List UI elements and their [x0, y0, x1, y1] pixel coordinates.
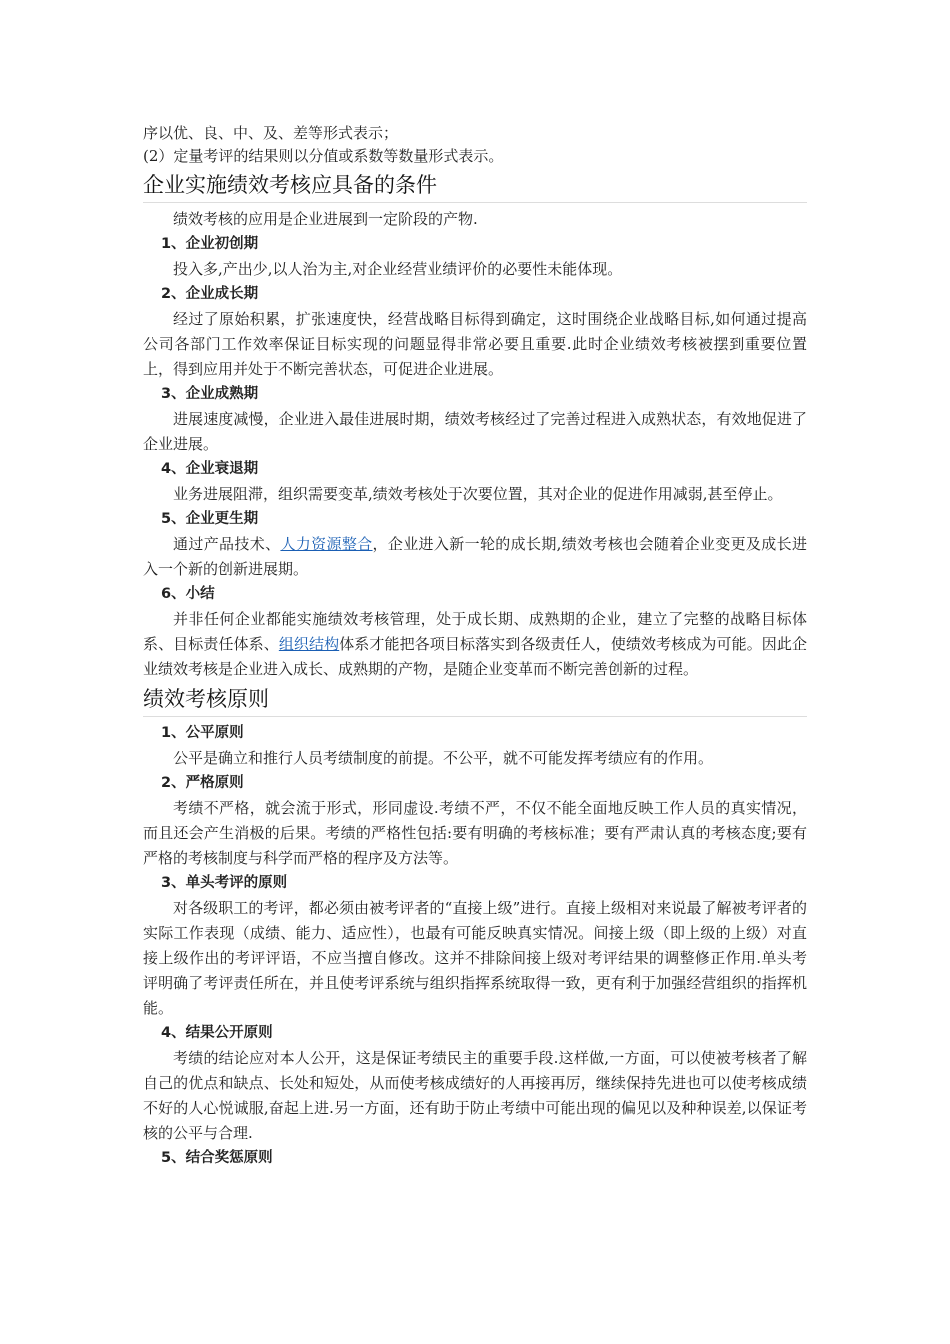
subheading-reward-punishment: 5、结合奖惩原则 [161, 1150, 273, 1166]
paragraph-summary-text-a: 并非任何企业都能实施绩效考核管理，处于成长期、成熟期的企业，建立了完整的战略目标体系、目标责任体系、 [143, 610, 807, 653]
subheading-strictness: 2、严格原则 [161, 775, 244, 791]
section-title-principles: 绩效考核原则 [143, 684, 807, 717]
paragraph-summary-text-b: 体系才能把各项目标落实到各级责任人，使绩效考核成为可能。因此企业绩效考核是企业进入成长、成熟期的产物，是随企业变革而不断完善创新的过程。 [143, 635, 807, 678]
subheading-open-results: 4、结果公开原则 [161, 1025, 273, 1041]
subheading-single-evaluator: 3、单头考评的原则 [161, 875, 288, 891]
paragraph-growth: 经过了原始积累，扩张速度快，经营战略目标得到确定，这时围绕企业战略目标,如何通过提高公司各部门工作效率保证目标实现的问题显得非常必要且重要.此时企业绩效考核被摆到重要位置上，得到应用并处于不断完善状态，可促进企业进展。 [143, 310, 807, 378]
subheading-fairness: 1、公平原则 [161, 725, 244, 741]
org-structure-link[interactable]: 组织结构 [278, 635, 340, 653]
paragraph-decline: 业务进展阻滞，组织需要变革,绩效考核处于次要位置，其对企业的促进作用减弱,甚至停止。 [173, 485, 783, 503]
paragraph-open-results: 考绩的结论应对本人公开，这是保证考绩民主的重要手段.这样做,一方面，可以使被考核者了解自己的优点和缺点、长处和短处，从而使考核成绩好的人再接再厉，继续保持先进也可以使考核成绩不好的人心悦诚服,奋起上进.另一方面，还有助于防止考绩中可能出现的偏见以及种种误差,以保证考核的公平与合理. [143, 1049, 807, 1142]
document-page [143, 122, 807, 1171]
paragraph-strictness: 考绩不严格，就会流于形式，形同虚设.考绩不严，不仅不能全面地反映工作人员的真实情况，而且还会产生消极的后果。考绩的严格性包括:要有明确的考核标准；要有严肃认真的考核态度;要有严格的考核制度与科学而严格的程序及方法等。 [143, 799, 807, 867]
subheading-growth: 2、企业成长期 [161, 286, 259, 302]
paragraph-renewal-text-a: 通过产品技术、 [173, 535, 281, 553]
paragraph-startup: 投入多,产出少,以人治为主,对企业经营业绩评价的必要性未能体现。 [173, 260, 623, 278]
paragraph-renewal [143, 532, 807, 582]
intro-line-2: (2）定量考评的结果则以分值或系数等数量形式表示。 [143, 147, 504, 165]
subheading-maturity: 3、企业成熟期 [161, 386, 259, 402]
section-lead: 绩效考核的应用是企业进展到一定阶段的产物. [173, 210, 478, 228]
paragraph-maturity: 进展速度减慢，企业进入最佳进展时期，绩效考核经过了完善过程进入成熟状态，有效地促进了企业进展。 [143, 410, 807, 453]
intro-line-1: 序以优、良、中、及、差等形式表示； [143, 124, 399, 142]
paragraph-summary [143, 607, 807, 682]
subheading-decline: 4、企业衰退期 [161, 461, 259, 477]
section-title-conditions: 企业实施绩效考核应具备的条件 [143, 170, 807, 203]
subheading-summary: 6、小结 [161, 586, 215, 602]
paragraph-fairness: 公平是确立和推行人员考绩制度的前提。不公平，就不可能发挥考绩应有的作用。 [173, 749, 714, 767]
paragraph-single-evaluator: 对各级职工的考评，都必须由被考评者的“直接上级”进行。直接上级相对来说最了解被考评者的实际工作表现（成绩、能力、适应性），也最有可能反映真实情况。间接上级（即上级的上级）对直接上级作出的考评评语，不应当擅自修改。这并不排除间接上级对考评结果的调整修正作用.单头考评明确了考评责任所在，并且使考评系统与组织指挥系统取得一致，更有利于加强经营组织的指挥机能。 [143, 899, 807, 1017]
subheading-renewal: 5、企业更生期 [161, 511, 259, 527]
hr-integration-link[interactable]: 人力资源整合 [280, 535, 373, 553]
paragraph-renewal-text-b: ，企业进入新一轮的成长期,绩效考核也会随着企业变更及成长进入一个新的创新进展期。 [143, 535, 807, 578]
subheading-startup: 1、企业初创期 [161, 236, 259, 252]
